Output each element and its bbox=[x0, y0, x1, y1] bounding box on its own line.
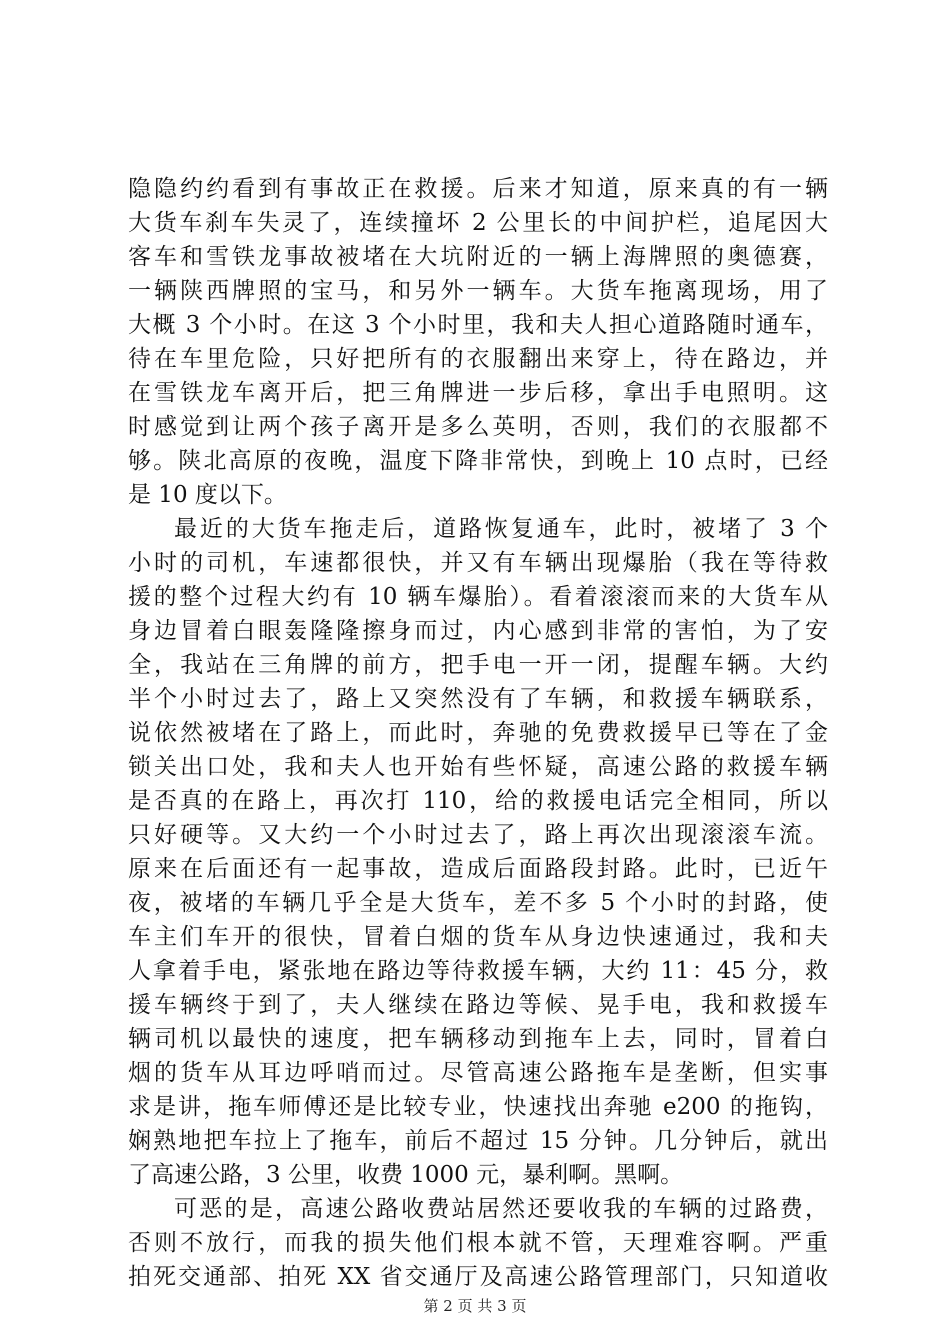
text-line: 说依然被堵在了路上，而此时，奔驰的免费救援早已等在了金 bbox=[128, 720, 828, 746]
text-line: 了高速公路，3 公里，收费 1000 元，暴利啊。黑啊。 bbox=[128, 1162, 684, 1188]
text-line: 时感觉到让两个孩子离开是多么英明，否则，我们的衣服都不 bbox=[128, 414, 828, 440]
text-line: 够。陕北高原的夜晚，温度下降非常快，到晚上 10 点时，已经 bbox=[128, 448, 828, 474]
text-line: 最近的大货车拖走后，道路恢复通车，此时，被堵了 3 个 bbox=[174, 516, 828, 542]
text-line: 娴熟地把车拉上了拖车，前后不超过 15 分钟。几分钟后，就出 bbox=[128, 1128, 828, 1154]
text-line: 一辆陕西牌照的宝马，和另外一辆车。大货车拖离现场，用了 bbox=[128, 278, 828, 304]
text-line: 辆司机以最快的速度，把车辆移动到拖车上去，同时，冒着白 bbox=[128, 1026, 828, 1052]
text-line: 大概 3 个小时。在这 3 个小时里，我和夫人担心道路随时通车， bbox=[128, 312, 828, 338]
text-line: 拍死交通部、拍死 XX 省交通厅及高速公路管理部门，只知道收 bbox=[128, 1264, 828, 1290]
text-line: 可恶的是，高速公路收费站居然还要收我的车辆的过路费， bbox=[174, 1196, 828, 1222]
text-line: 否则不放行，而我的损失他们根本就不管，天理难容啊。严重 bbox=[128, 1230, 828, 1256]
text-line: 小时的司机，车速都很快，并又有车辆出现爆胎（我在等待救 bbox=[128, 550, 828, 576]
text-line: 夜，被堵的车辆几乎全是大货车，差不多 5 个小时的封路，使 bbox=[128, 890, 828, 916]
text-line: 车主们车开的很快，冒着白烟的货车从身边快速通过，我和夫 bbox=[128, 924, 828, 950]
text-line: 是否真的在路上，再次打 110，给的救援电话完全相同，所以 bbox=[128, 788, 828, 814]
text-line: 半个小时过去了，路上又突然没有了车辆，和救援车辆联系， bbox=[128, 686, 828, 712]
paragraph-3 bbox=[128, 1192, 828, 1294]
page-number-footer: 第 2 页 共 3 页 bbox=[423, 1297, 527, 1315]
text-line: 求是讲，拖车师傅还是比较专业，快速找出奔驰 e200 的拖钩， bbox=[128, 1094, 828, 1120]
paragraph-1 bbox=[128, 172, 828, 512]
text-line: 援的整个过程大约有 10 辆车爆胎）。看着滚滚而来的大货车从 bbox=[128, 584, 828, 610]
text-line: 身边冒着白眼轰隆隆擦身而过，内心感到非常的害怕，为了安 bbox=[128, 618, 828, 644]
text-line: 只好硬等。又大约一个小时过去了，路上再次出现滚滚车流。 bbox=[128, 822, 828, 848]
text-line: 待在车里危险，只好把所有的衣服翻出来穿上，待在路边，并 bbox=[128, 346, 828, 372]
text-line: 在雪铁龙车离开后，把三角牌进一步后移，拿出手电照明。这 bbox=[128, 380, 828, 406]
text-line: 全，我站在三角牌的前方，把手电一开一闭，提醒车辆。大约 bbox=[128, 652, 828, 678]
text-line: 烟的货车从耳边呼哨而过。尽管高速公路拖车是垄断，但实事 bbox=[128, 1060, 828, 1086]
text-line: 客车和雪铁龙事故被堵在大坑附近的一辆上海牌照的奥德赛， bbox=[128, 244, 828, 270]
text-line: 隐隐约约看到有事故正在救援。后来才知道，原来真的有一辆 bbox=[128, 176, 828, 202]
text-line: 大货车刹车失灵了，连续撞坏 2 公里长的中间护栏，追尾因大 bbox=[128, 210, 828, 236]
body-text bbox=[128, 172, 828, 1294]
text-line: 原来在后面还有一起事故，造成后面路段封路。此时，已近午 bbox=[128, 856, 828, 882]
text-line: 人拿着手电，紧张地在路边等待救援车辆，大约 11：45 分，救 bbox=[128, 958, 828, 984]
text-line: 锁关出口处，我和夫人也开始有些怀疑，高速公路的救援车辆 bbox=[128, 754, 828, 780]
text-line: 援车辆终于到了，夫人继续在路边等候、晃手电，我和救援车 bbox=[128, 992, 828, 1018]
text-line: 是 10 度以下。 bbox=[128, 482, 287, 508]
paragraph-2 bbox=[128, 512, 828, 1192]
